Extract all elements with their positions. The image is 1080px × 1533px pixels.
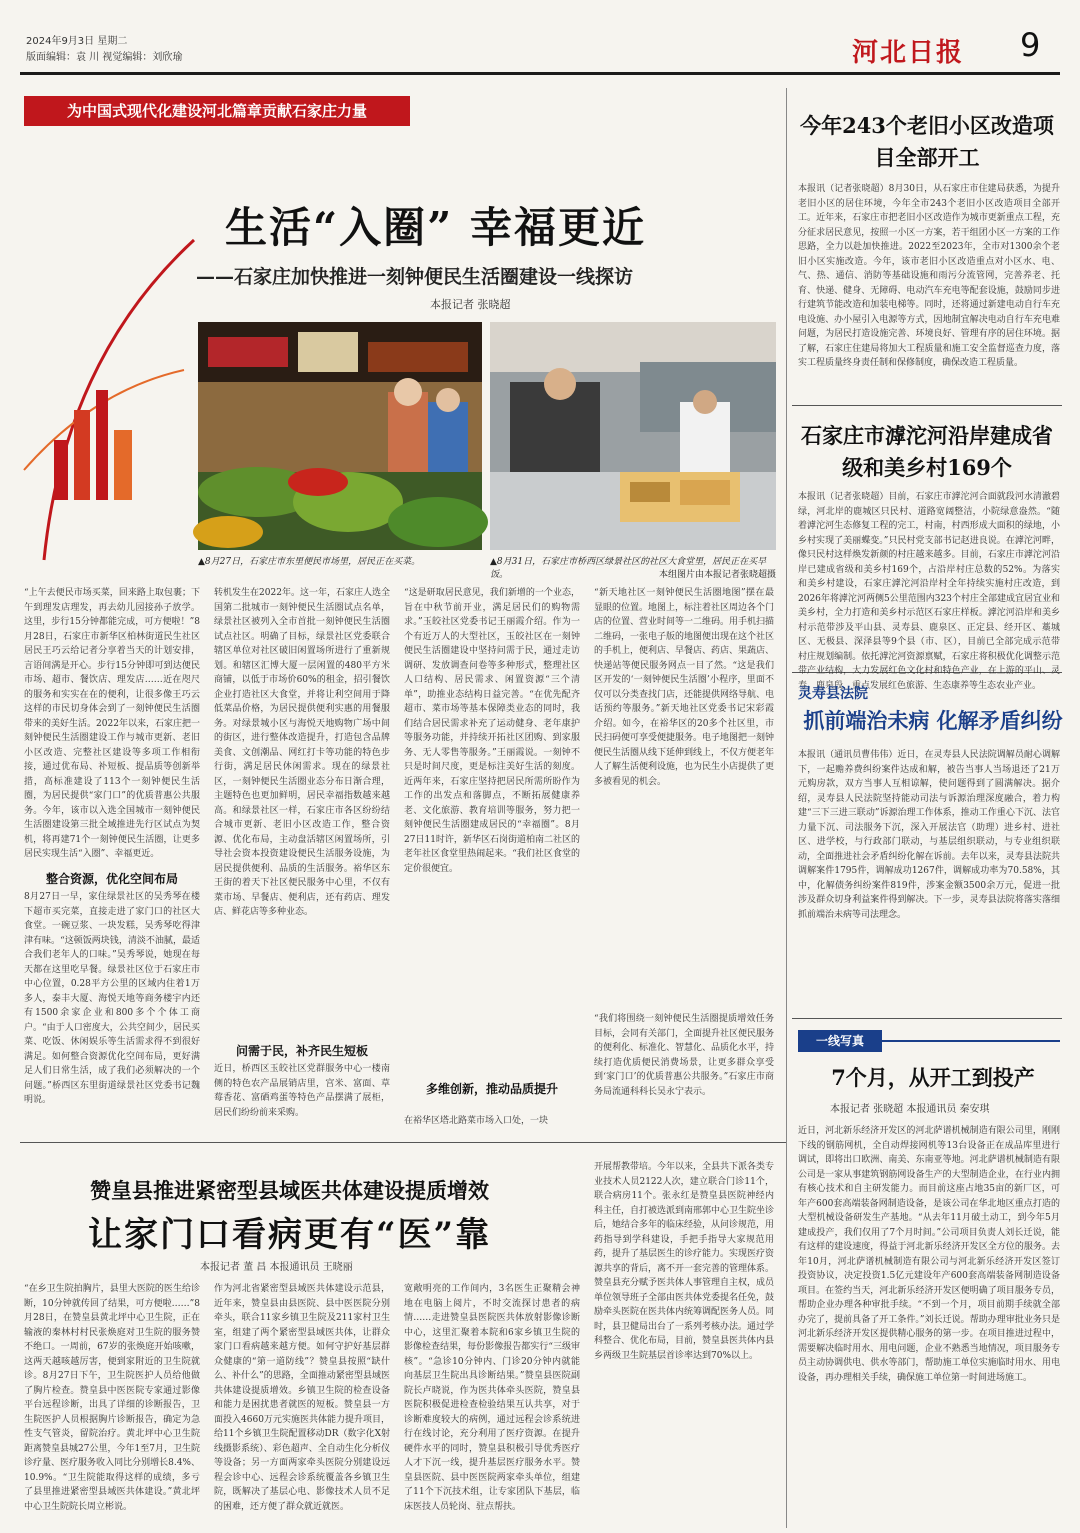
- main-col3-text2: 在裕华区塔北路菜市场入口处，一块: [404, 1116, 549, 1126]
- canteen-photo: [490, 322, 776, 550]
- right-article3-text: 本报讯（通讯员曹伟伟）近日，在灵寿县人民法院调解员耐心调解下，一起赡养费纠纷案件达成和解，被告当事人当场退还了21万元购房款，双方当事人互相谅解，使问题得到了圆满解决。据介绍，灵寿县人民法院坚持能动司法与诉源治理深度融合，着力构建“三下三进三联动”诉源治理工作体系，推动工作重心下沉、法官力量下沉、司法服务下沉，深入开展法官（助理）进乡村、进社区、进学校，与行政部门联动，与基层组织联动，与专业组织联动，全面推进社会矛盾纠纷化解在诉前。去年以来，灵寿县法院共调解案件1795件，调解成功1267件，调解成功率为70.58%，其中，化解债务纠纷案件819件，涉案金额3500余万元，促进一批涉及群众切身利益案件得到解决。下一步，灵寿县法院将落实落细抓前端治未病等司法理念。: [798, 750, 1060, 920]
- photo2-caption: ▲8月31日，石家庄市桥西区绿景社区的社区大食堂里，居民正在买早饭。: [490, 557, 767, 580]
- main-col3-section-head: 多维创新，推动品质提升: [425, 1082, 558, 1096]
- right-article3-title: 抓前端治未病 化解矛盾纠纷: [803, 708, 1063, 733]
- main-col1-text: “上午去便民市场买菜，回来路上取包裹；下午到理发店理发，再去幼儿园接孙子放学。这里，步行15分钟都能完成，可方便啦！”8月28日，石家庄市新华区柏林街道民生社区居民王巧云给记者分享着当天的计划安排，言语间满是开心。步行15分钟即可到达便民市场、超市、餐饮店、理发店……近在咫尺的服务和实实在在的便利，让很多像王巧云这样的市民切身体会到了一刻钟便民生活圈带来的美好生活。2022年以来，石家庄把一刻钟便民生活圈建设工作与城市更新、老旧小区改造、完整社区建设等多项工作相衔接，通过优布局、补短板、提品质等创新举措，高标准建设了113个一刻钟便民生活圈，为居民提供“家门口”的优质普惠公共服务。今年，该市以入选全国城市一刻钟便民生活圈建设第三批全域推进先行区试点为契机，将再建71个一刻钟便民生活圈，让更多居民实现生活“入圈”、幸福更近。: [24, 588, 200, 859]
- right-divider-3: [792, 1018, 1062, 1019]
- main-col4-text: “新天地社区一刻钟便民生活圈地图”摆在最显眼的位置。地图上，标注着社区周边各个门店的位置、营业时间等一二维码。用手机扫描二维码，一张电子版的地图便出现在这个社区的手机上，便利店、早餐店、药店、果蔬店、快递站等便民服务网点一目了然。“这是我们区开发的‘一刻钟便民生活圈’小程序，里面不仅可以分类查找门店，还能提供网络导航、电话预约等服务。”新天地社区党委书记宋彩霞介绍。如今，在裕华区的20多个社区里，市民扫码便可享受便捷服务。电子地图把一刻钟便民生活圈从线下延伸到线上，不仅方便老年人了解生活便利设施，也为民生小店提供了更多被看见的机会。: [594, 588, 775, 787]
- main-col2-section-head: 问需于民，补齐民生短板: [235, 1044, 368, 1058]
- section-tag: 一线写真: [798, 1030, 882, 1052]
- market-photo: [198, 322, 482, 550]
- main-col2-text: 转机发生在2022年。这一年，石家庄人选全国第二批城市一刻钟便民生活圈试点名单，绿景社区被列入全市首批一刻钟便民生活圈试点社区。明确了目标，绿景社区党委联合辖区单位对社区破旧闲置场所进行了重新规划。和辖区汇博大厦一层闲置的480平方米商铺，以低于市场价60%的租金，招引餐饮企业打造社区大食堂，并将让利空间用于降低菜品价格，为居民提供便利实惠的用餐服务。对绿景城小区与海悦天地购物广场中间的街区，进行整体改造提升，打造包含品牌美食、文创潮品、网红打卡等功能的特色步行街，满足居民休闲需求。现在的绿景社区，一刻钟便民生活圈业态分布日渐合理，主题特色也更加鲜明，居民幸福指数越来越高。和绿景社区一样，石家庄市各区纷纷结合城市更新、老旧小区改造工作，整合资源、优化布局，主动盘活辖区闲置场所，引导社会资本投资建设便民生活服务设施，为居民提供便利、品质的生活服务。裕华区东王街的着天下社区便民服务中心里，不仅有菜市场、早餐店、便利店，还有药店、理发店、鲜花店等多种业态。: [214, 588, 390, 917]
- main-col3-text: “这是研取居民意见，我们新增的一个业态，旨在中秋节前开业，满足居民们的购物需求。”玉皎社区党委书记王丽霞介绍。作为一个有近万人的大型社区，玉皎社区在一刻钟便民生活圈建设中坚持问需于民，通过走访调研、发放调查问卷等多种形式，整理社区人口结构、居民需求、闲置资源“三个清单”，助推业态结构日益完善。“在优先配齐超市、菜市场等基本保障类业态的同时，我们结合居民需求补充了运动健身、老年康护等服务功能，并持续开拓社区团购、到家服务、无人零售等服务。”王丽霞说。一刻钟不只是时间尺度，更是标注美好生活的刻度。近两年来，石家庄坚持把居民所需所盼作为工作的出发点和落脚点，不断拓展健康养老、文化旅游、教育培训等服务，努力把一刻钟便民生活圈建成居民的“幸福圈”。8月27日11时许，新华区石岗街道柏南二社区的老年社区食堂里热闹起来。“我们社区食堂的定价很便宜。: [404, 588, 580, 874]
- right-article4-title: 7个月，从开工到投产: [831, 1065, 1035, 1090]
- decorative-graphic: [24, 140, 194, 560]
- main-byline: 本报记者 张晓超: [430, 298, 511, 311]
- page-number: 9: [1020, 26, 1041, 64]
- bottom-col4-text: 开展帮教带培。今年以来，全县共下派各类专业技术人员2122人次，建立联合门诊11个，联合病房11个。张永红是赞皇县医院神经内科主任，自打被选派到南邢郭中心卫生院坐诊后，她结合多年的临床经验，从问诊规范，用药指导到学科建设，手把手指导大家规范用药，提升了基层医生的诊疗能力。实现医疗资源共享的背后，离不开一套完善的管理体系。赞皇县充分赋予医共体人事管理自主权，成员单位领导班子全部由医共体党委提名任免，鼓励牵头医院在医共体内统筹调配医务人员。同时，县卫健局出台了一系列考核办法。通过学科整合、优化布局，目前，赞皇县医共体内县乡两级卫生院基层首诊率达到70%以上。: [594, 1162, 775, 1361]
- issue-date: 2024年9月3日 星期二: [26, 36, 128, 47]
- photo1-caption: ▲8月27日，石家庄市东里便民市场里，居民正在买菜。: [198, 557, 421, 567]
- main-subtitle: ——石家庄加快推进一刻钟便民生活圈建设一线探访: [196, 266, 634, 288]
- bottom-col1-text: “在乡卫生院拍胸片，县里大医院的医生给诊断，10分钟就传回了结果，可方便啦……”8月28日，在赞皇县黄北坪中心卫生院，正在输液的秦林村村民张焕庭对卫生院的服务赞不绝口。一周前，67岁的张焕庭开始咳嗽，这两天越咳越厉害，便到家附近的卫生院就诊。8月27日下午，卫生院医护人员给他做了胸片检查。赞皇县中医医院专家通过影像平台远程诊断，出具了详细的诊断报告，卫生院医护人员根据胸片诊断报告，确定为急性支气管炎，留院治疗。黄北坪中心卫生院距离赞皇县城27公里，今年1至7月，卫生院诊疗量、医疗服务收入同比分别增长8.4%、10.9%。“卫生院能取得这样的成绩，多亏了县里推进紧密型县域医共体建设。”黄北坪中心卫生院院长周立彬说。: [24, 1284, 200, 1512]
- main-col1-text2: 8月27日一早，家住绿景社区的吴秀琴在楼下超市买完菜，直接走进了家门口的社区大食堂。一碗豆浆、一块发糕，吴秀琴吃得津津有味。“这顿饭两块钱，清淡不油腻，最适合我们老年人的口味。”吴秀琴说，她现在每天都在这里吃早餐。绿景社区位于石家庄市中心位置，0.28平方公里的区域内住着1万多人，泰丰大厦、海悦天地等商务楼宇内还有1500余家企业和800多个个体工商户。“由于人口密度大，公共空间少，居民买菜、吃饭、休闲娱乐等生活需求得不到很好满足。如何整合资源优化空间布局，更好满足人们日常生活，成了我们必须解决的一个问题。”桥西区东里街道绿景社区党委书记魏明说。: [24, 892, 200, 1105]
- right-article1-title: 今年243个老旧小区改造项目全部开工: [800, 113, 1054, 170]
- right-article2-text: 本报讯（记者张晓超）目前，石家庄市滹沱河合面就段河水清澈碧绿，河北岸的鹿城区只民村、道路宽阔整洁，小院绿意盎然。“随着滹沱河生态修复工程的完工，村南，村西形成大面积的绿地，小乡村实现了美丽蝶变。”只民村党支部书记赵进良说。在滹沱河畔，像只民村这样焕发新颜的村庄越来越多。目前，石家庄市滹沱河沿岸已建成省级和美乡村169个，占沿岸村庄总数的52%。为落实和美乡村建设，石家庄滹沱河沿岸村全年持续实施村庄改造，到2026年将滹沱河两侧5公里范围内323个村庄全部建成宜居宜业和美乡村，全力打造和美乡村示范区石家庄样板。滹沱河沿岸和美乡村示范带涉及平山县、灵寿县、鹿泉区、正定县、经开区、藁城区、无极县、深泽县等9个县（市、区），目前已全部完成示范带村庄规划编制。依托滹沱河资源禀赋，石家庄将积极优化调整示范带产业结构，大力发展红色文化村和特色产业，在上游的平山、灵寿、鹿泉段，重点发展红色旅游、生态康养等生态农业产业。: [798, 492, 1060, 691]
- bottom-section-divider: [20, 1142, 786, 1143]
- main-col1-section-head: 整合资源，优化空间布局: [45, 872, 178, 886]
- right-article2-title: 石家庄市滹沱河沿岸建成省级和美乡村169个: [801, 423, 1053, 480]
- canteen-photo-illustration: [490, 322, 776, 550]
- right-article4-byline: 本报记者 张晓超 本报通讯员 秦安琪: [830, 1104, 990, 1115]
- page-editors: 版面编辑：袁 川 视觉编辑：刘欣瑜: [26, 52, 183, 63]
- red-arc-graphic: [24, 140, 194, 560]
- main-headline: 生活“入圈” 幸福更近: [225, 203, 646, 252]
- right-column-divider: [786, 88, 787, 1528]
- main-col2-text2: 近日，桥西区玉皎社区党群服务中心一楼南侧的特色农产品展销店里，宫米、富面、草莓香花、富硒鸡蛋等特色产品摆满了展柜，居民们纷纷前来采购。: [214, 1064, 390, 1118]
- bottom-col2-text: 作为河北省紧密型县域医共体建设示范县，近年来，赞皇县由县医院、县中医医院分别牵头，联合11家乡镇卫生院及211家村卫生室，组建了两个紧密型县域医共体，让群众家门口看病越来越方便。如何守护好基层群众健康的“第一道防线”？赞皇县按照“缺什么、补什么”的思路，全面推动紧密型县域医共体建设提质增效。乡镇卫生院的检查设备和能力是困扰患者就医的短板。赞皇县一方面投入4660万元实施医共体能力提升项目，给11个乡镇卫生院配置移动DR（数字化X射线摄影系统）、彩色超声、全自动生化分析仪等设备；另一方面两家牵头医院分别建设远程会诊中心、远程会诊系统覆盖各乡镇卫生院，既解决了基层心电、影像技术人员不足的困难，还方便了群众就近就医。: [214, 1284, 390, 1512]
- bottom-col3-text: 宽敞明亮的工作间内，3名医生正聚精会神地在电脑上阅片，不时交流探讨患者的病情……走进赞皇县医院医共体放射影像诊断中心，这里汇聚着本院和6家乡镇卫生院的影像检查结果，每份影像报告都实行“三级审核”。“急诊10分钟内、门诊20分钟内就能向基层卫生院出具诊断结果。”赞皇县医院副院长卢晓说，作为医共体牵头医院，赞皇县医院积极促进检查检验结果互认共享，对于诊断难度较大的病例，通过远程会诊系统进行在线讨论，充分利用了医疗资源。在提升硬件水平的同时，赞皇县积极引导优秀医疗人才下沉一线，提升基层医疗服务水平。赞皇县医院、县中医医院两家牵头单位，组建了11个下沉技术组，让专家团队下基层，临床医技人员轮岗、驻点帮扶。: [404, 1284, 580, 1512]
- right-divider-1: [792, 405, 1062, 406]
- header-rule: [20, 72, 1060, 75]
- theme-banner: 为中国式现代化建设河北篇章贡献石家庄力量: [24, 96, 410, 126]
- right-article1-text: 本报讯（记者张晓超）8月30日，从石家庄市住建局获悉，为提升老旧小区的居住环境，今年全市243个老旧小区改造项目全部开工。近年来，石家庄市把老旧小区改造作为城市更新重点工程，充分征求居民意见，按照一小区一方案，若干组团小区一方案的工作思路，全力以赴加快推进。2022至2023年，全市对1300余个老旧小区实施改造。今年，该市老旧小区改造重点对小区水、电、气、热、通信、消防等基础设施和雨污分流管网，完善养老、托育、快递、健身、无障碍、电动汽车充电等配套设施，鼓励同步进行建筑节能改造和加装电梯等。同时，还将通过新建电动自行车充电设施、办小屋引入电源等方式，因地制宜解决电动自行车充电难问题，为居民打造设施完善、环境良好、管理有序的居住环境。据了解，石家庄住建局将加大工程质量和施工安全监督巡查力度，落实工程质量终身责任制和保修制度，确保改造工程质量。: [798, 184, 1060, 368]
- newspaper-masthead: 河北日报: [852, 38, 965, 68]
- photo-credit: 本组图片由本报记者张晓超摄: [658, 570, 776, 580]
- right-article3-kicker: 灵寿县法院: [798, 686, 868, 702]
- bottom-article-title-line1: 赞皇县推进紧密型县域医共体建设提质增效: [90, 1178, 489, 1203]
- right-article4-text: 近日，河北新乐经济开发区的河北萨谱机械制造有限公司里，刚刚下线的钢筋网机，全自动焊接网机等13台设备正在成品库里进行调试，即将出口欧洲、南美、东南亚等地。河北萨谱机械制造有限公司是一家从事建筑钢筋网设备生产的大型制造企业，在行业内拥有核心技术和自主研发能力。而目前这座占地35亩的新厂区，可年产600套高端装备网制造设备，是该公司在华北地区重点打造的大型机械设备研发生产基地。“从去年11月破土动工，到今年5月建成投产，我们仅用了7个月时间。”公司项目负责人刘长迁说，能有这样的建设速度，得益于河北新乐经济开发区全方位的服务。去年10月，河北萨谱机械制造有限公司与河北新乐经济开发区签订投资协议，决定投资1.5亿元建设年产600套高端装备网制造设备项目。在签约当天，河北新乐经济开发区便明确了项目服务专员，帮助企业办理各种审批手续。“不到一个月，项目前期手续就全部办完了，提前具备了开工条件。”刘长迁说。帮助办理审批业务只是河北新乐经济开发区提供精心服务的第一步。在项目推进过程中，需要解决临时用水、用电问题，企业不熟悉当地情况，项目服务专员主动协调供电、供水等部门，帮助施工单位实施临时用水、用电设备，再办理相关手续，确保施工单位第一时间进场施工。: [798, 1126, 1060, 1383]
- section-tag-line: [882, 1040, 1060, 1042]
- bottom-article-title-line2: 让家门口看病更有“医”靠: [88, 1215, 492, 1255]
- market-photo-illustration: [198, 322, 482, 550]
- main-col4-text2: “我们将围绕一刻钟便民生活圈提质增效任务目标，会同有关部门，全面提升社区便民服务的便利化、标准化、智慧化、品质化水平，持续打造优质便民消费场景，让更多群众享受到‘家门口’的优质普惠公共服务。”石家庄市商务局流通科科长吴永宁表示。: [594, 1014, 775, 1097]
- bottom-article-byline: 本报记者 董 昌 本报通讯员 王晓丽: [200, 1262, 353, 1273]
